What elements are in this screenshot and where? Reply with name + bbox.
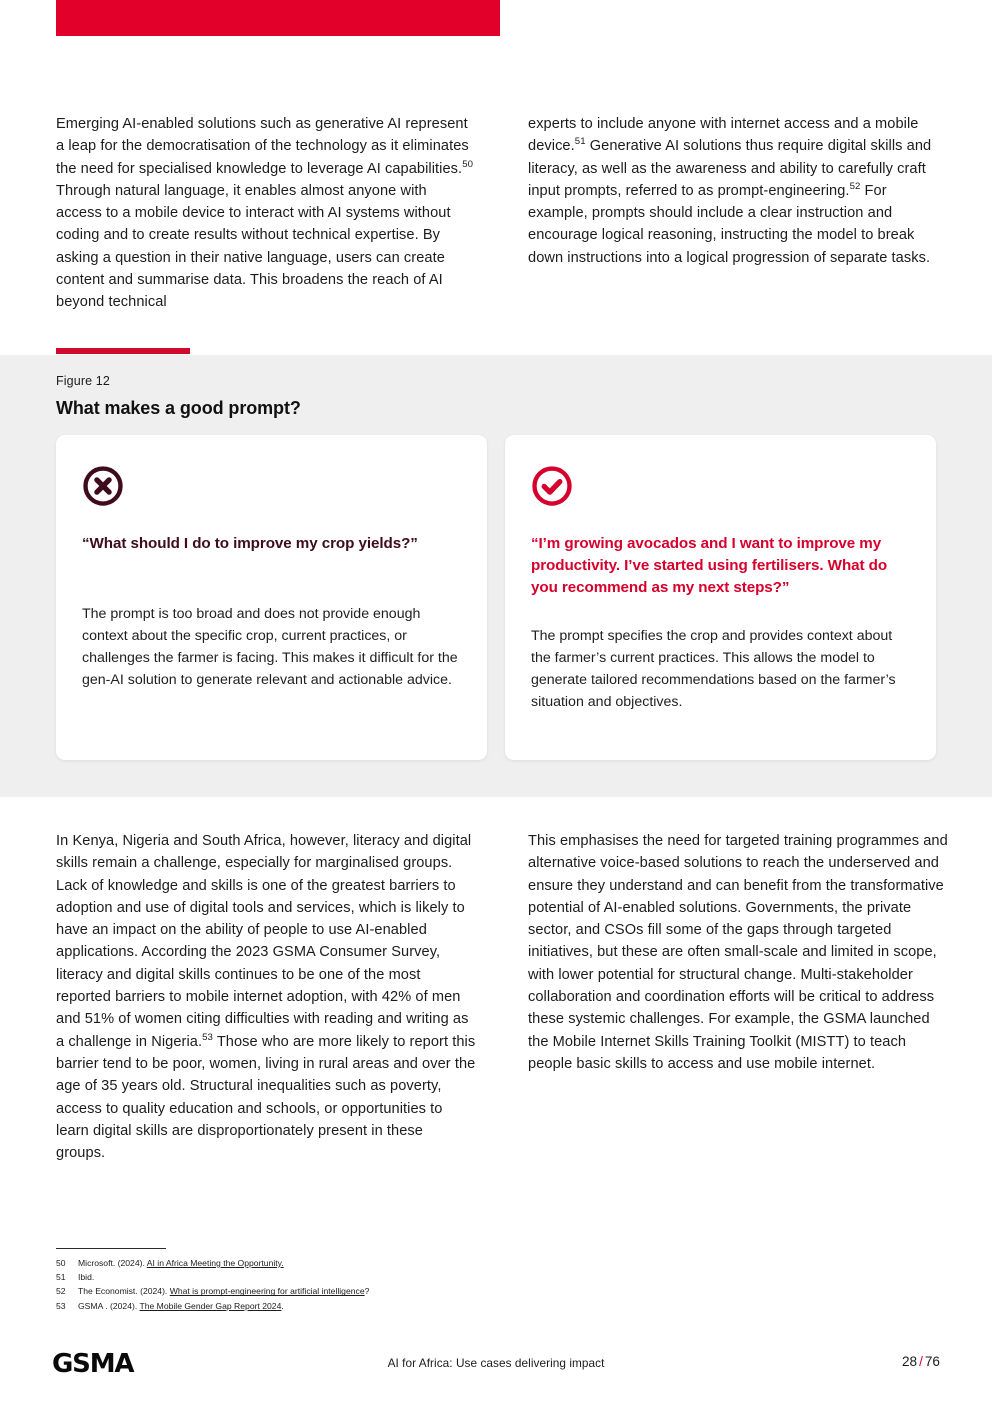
intro-column-right xyxy=(528,113,948,314)
prompt-card-bad xyxy=(56,435,487,760)
footnote-suffix: ? xyxy=(364,1286,370,1297)
intro-right-text-cont: For example, prompts should include a clear instruction and encourage logical reasoning, instructing the model to break down instructions into a logical progression of separate tasks. xyxy=(528,182,931,266)
footnote-text xyxy=(78,1270,94,1284)
footnote-text xyxy=(78,1299,284,1313)
footnote-item xyxy=(56,1256,656,1270)
prompt-card-good xyxy=(505,435,936,760)
footnote-prefix: Microsoft. (2024). xyxy=(78,1258,147,1268)
figure-label: Figure 12 xyxy=(56,374,110,388)
footnote-prefix: The Economist. (2024). xyxy=(78,1286,170,1297)
circle-x-icon xyxy=(82,465,124,507)
footnote-link[interactable]: What is prompt-engineering for artificial intelligence xyxy=(169,1286,365,1297)
footnote-text xyxy=(78,1256,284,1270)
footnote-ref-50: 50 xyxy=(462,158,474,170)
body-paragraph-left xyxy=(56,830,476,1164)
footnote-number: 53 xyxy=(56,1300,66,1311)
footnote-ref-51: 51 xyxy=(574,136,586,148)
intro-paragraph-left xyxy=(56,113,476,314)
body-paragraph-right: This emphasises the need for targeted training programmes and alternative voice-based solutions to reach the underserved and ensure they understand and can benefit from the transformative potential of AI-enabled solutions. Governments, the private sector, and CSOs fill some of the gaps through targeted initiatives, but these are often small-scale and limited in scope, with lower potential for structural change. Multi-stakeholder collaboration and coordination efforts will be critical to address these systemic challenges. For example, the GSMA launched the Mobile Internet Skills Training Toolkit (MISTT) to teach people basic skills to access and use mobile internet. xyxy=(528,833,948,1072)
gsma-logo: GSMA xyxy=(52,1349,134,1379)
intro-column-left xyxy=(56,113,476,314)
footnote-ref-52: 52 xyxy=(849,181,861,193)
page-footer xyxy=(0,1348,992,1390)
footnote-number: 52 xyxy=(56,1286,66,1297)
intro-columns xyxy=(56,113,948,314)
intro-paragraph-right xyxy=(528,113,948,269)
figure-accent-bar xyxy=(56,348,190,354)
figure-title: What makes a good prompt? xyxy=(56,398,301,418)
prompt-card-bad-heading: “What should I do to improve my crop yields?” xyxy=(82,535,418,552)
page-separator: / xyxy=(919,1354,923,1369)
figure-cards xyxy=(56,435,936,760)
footer-document-title: AI for Africa: Use cases delivering impact xyxy=(387,1356,605,1370)
footnote-number: 50 xyxy=(56,1258,66,1268)
footnotes xyxy=(56,1248,656,1313)
footnote-item xyxy=(56,1270,656,1284)
page-current: 28 xyxy=(901,1354,918,1369)
footnote-item xyxy=(56,1284,656,1298)
footnote-text xyxy=(78,1284,369,1298)
body-left-text: In Kenya, Nigeria and South Africa, however, literacy and digital skills remain a challenge, especially for marginalised groups. Lack of knowledge and skills is one of the greatest barriers to adoption and use of digital tools and services, which is likely to have an impact on the ability of people to use AI-enabled applications. According the 2023 GSMA Consumer Survey, literacy and digital skills continues to be one of the most reported barriers to mobile internet adoption, with 42% of men and 51% of women citing difficulties with reading and writing as a challenge in Nigeria. xyxy=(56,833,472,1050)
footnote-item xyxy=(56,1299,656,1313)
footnote-suffix: . xyxy=(281,1300,284,1311)
top-red-banner xyxy=(56,0,500,36)
prompt-card-good-body: The prompt specifies the crop and provides context about the farmer’s current practices. This allows the model to generate tailored recommendations based on the farmer’s situation and objectives. xyxy=(531,628,896,710)
intro-left-text: Emerging AI-enabled solutions such as generative AI represent a leap for the democratisation of the technology as it eliminates the need for specialised knowledge to leverage AI capabilities. xyxy=(56,116,469,177)
prompt-card-bad-body: The prompt is too broad and does not provide enough context about the specific crop, current practices, or challenges the farmer is facing. This makes it difficult for the gen-AI solution to generate relevant and actionable advice. xyxy=(82,606,458,688)
footnote-link[interactable]: AI in Africa Meeting the Opportunity. xyxy=(146,1258,284,1268)
page-number xyxy=(902,1354,940,1369)
intro-left-text-cont: Through natural language, it enables almost anyone with access to a mobile device to interact with AI systems without coding and to create results without technical expertise. By asking a question in their native language, users can create content and summarise data. This broadens the reach of AI beyond technical xyxy=(56,182,451,311)
body-left-text-cont: Those who are more likely to report this barrier tend to be poor, women, living in rural areas and over the age of 35 years old. Structural inequalities such as poverty, access to quality education and schools, or opportunities to learn digital skills are disproportionately present in these groups. xyxy=(56,1033,476,1162)
body-column-right xyxy=(528,830,948,1164)
footnote-prefix: Ibid. xyxy=(78,1272,95,1283)
footnote-number: 51 xyxy=(56,1272,66,1283)
intro-right-text-mid: Generative AI solutions thus require digital skills and literacy, as well as the awareness and ability to carefully craft input prompts, referred to as prompt-engineering. xyxy=(528,138,932,199)
footnote-link[interactable]: The Mobile Gender Gap Report 2024 xyxy=(139,1300,282,1311)
prompt-card-good-heading: “I’m growing avocados and I want to improve my productivity. I’ve started using fertilisers. What do you recommend as my next steps?” xyxy=(531,535,888,596)
footnote-ref-53: 53 xyxy=(202,1031,213,1043)
page-total: 76 xyxy=(924,1354,940,1369)
footnote-prefix: GSMA . (2024). xyxy=(78,1300,140,1311)
body-columns xyxy=(56,830,948,1164)
footnote-divider xyxy=(56,1248,166,1249)
circle-check-icon xyxy=(531,465,573,507)
body-column-left xyxy=(56,830,476,1164)
intro-right-text: experts to include anyone with internet access and a mobile device. xyxy=(528,116,919,155)
